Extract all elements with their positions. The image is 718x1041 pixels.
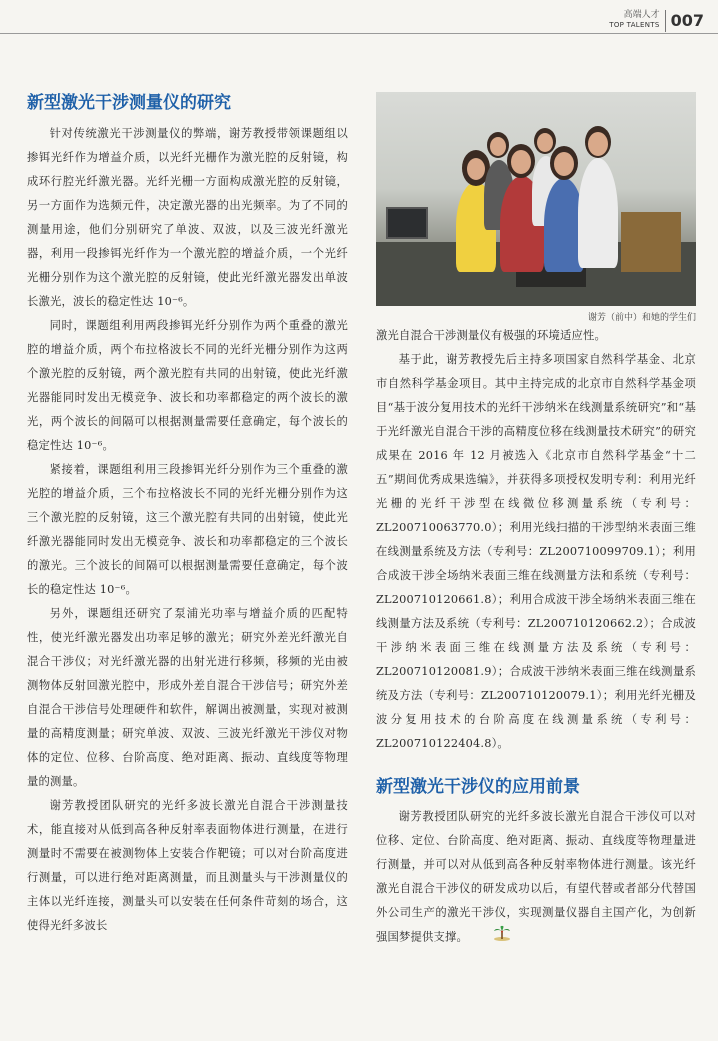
group-photo <box>376 92 696 306</box>
article-title: 新型激光干涉测量仪的研究 <box>27 93 231 113</box>
page-number: 007 <box>670 11 704 30</box>
section-label-en: TOP TALENTS <box>609 21 660 29</box>
person <box>578 158 618 268</box>
paragraph: 基于此，谢芳教授先后主持多项国家自然科学基金、北京市自然科学基金项目。其中主持完成的北京市自然科学基金项目“基于波分复用技术的光纤干涉纳米在线测量系统研究”和“基于光纤激光自混合干涉的高精度位移在线测量技术研究”的研究成果在 2016 年 12 月被选入《北京市自然科学基金“十二五”期间优秀成果选编》，并获得多项授权发明专利：利用光纤光栅的光纤干涉型在线微位移测量系统（专利号：ZL200710063770.0）；利用光线扫描的干涉型纳米表面三维在线测量系统及方法（专利号：ZL200710099709.1）；利用合成波干涉全场纳米表面三维在线测量方法和系统（专利号：ZL200710120661.8）；利用合成波干涉全场纳米表面三维在线测量方法及系统（专利号：ZL200710120662.2）；合成波干涉纳米表面三维在线测量方法及系统（专利号：ZL200710120081.9）；合成波干涉纳米表面三维在线测量系统及方法（专利号：ZL200710120079.1）；利用光纤光栅及波分复用技术的台阶高度在线测量系统（专利号：ZL200710122404.8）。 <box>376 353 696 750</box>
paragraph: 激光自混合干涉测量仪有极强的环境适应性。 <box>376 329 606 342</box>
paragraph: 同时，课题组利用两段掺铒光纤分别作为两个重叠的激光腔的增益介质，两个布拉格波长不同的光纤光栅分别作为这两个激光腔的反射镜，两个激光腔有共同的出射镜，使此光纤激光器能同时发出无模竞争、波长和功率都稳定的两个波长的激光，两个波长的间隔可以根据测量需要任意确定，每个波长的稳定性达 10⁻⁶。 <box>27 319 348 452</box>
palm-tree-icon <box>470 925 511 950</box>
paragraph: 谢芳教授团队研究的光纤多波长激光自混合干涉测量技术，能直接对从低到高各种反射率表面物体进行测量，在进行测量时不需要在被测物体上安装合作靶镜；可以对台阶高度进行测量，可以进行绝对距离测量，而且测量头与干涉测量仪的主体以光纤连接，测量头可以安装在任何条件苛刻的场合，这使得光纤多波长 <box>27 799 348 932</box>
person-face <box>537 133 553 152</box>
header-rule <box>0 33 718 34</box>
cabinet <box>621 212 681 272</box>
laptop <box>386 207 428 239</box>
section-title: 新型激光干涉仪的应用前景 <box>376 777 580 797</box>
person-face <box>511 150 531 174</box>
person-face <box>588 132 608 156</box>
person-face <box>490 137 506 156</box>
section-label-cn: 高端人才 <box>623 10 660 20</box>
right-column <box>376 92 696 950</box>
person-face <box>554 152 574 176</box>
paragraph: 针对传统激光干涉测量仪的弊端，谢芳教授带领课题组以掺铒光纤作为增益介质，以光纤光栅作为激光腔的反射镜，构成环行腔光纤激光器。光纤光栅一方面构成激光腔的反射镜，另一方面作为选频元件，决定激光器的出光频率。为了不同的测量用途，他们分别研究了单波、双波，以及三波光纤激光器，利用一段掺铒光纤作为一个激光腔的增益介质，一个光纤光栅分别作为这个激光腔的反射镜，使此光纤激光器发出单波长激光，波长的稳定性达 10⁻⁶。 <box>27 127 348 308</box>
paragraph: 另外，课题组还研究了泵浦光功率与增益介质的匹配特性，使光纤激光器发出功率足够的激光；研究外差光纤激光自混合干涉仪；对光纤激光器的出射光进行移频，移频的光由被测物体反射回激光腔中，形成外差自混合干涉信号；研究外差自混合干涉信号处理硬件和软件，解调出被测量，实现对被测量的高精度测量；研究单波、双波、三波光纤激光干涉仪对物体的定位、位移、台阶高度、绝对距离、振动、直线度等物理量的测量。 <box>27 607 348 788</box>
left-column <box>27 88 348 938</box>
photo-caption: 谢芳（前中）和她的学生们 <box>587 313 696 323</box>
paragraph: 紧接着，课题组利用三段掺铒光纤分别作为三个重叠的激光腔的增益介质，三个布拉格波长不同的光纤光栅分别作为这三个激光腔的反射镜，这三个激光腔有共同的出射镜，使此光纤激光器能同时发出无模竞争、波长和功率都稳定的三个波长的激光。三个波长的间隔可以根据测量需要任意确定，每个波长的稳定性达 10⁻⁶。 <box>27 463 348 596</box>
section-label <box>609 10 659 30</box>
header-divider <box>665 10 666 32</box>
page-header <box>609 10 704 32</box>
paragraph <box>376 805 696 950</box>
person-face <box>467 158 485 180</box>
paragraph-text: 谢芳教授团队研究的光纤多波长激光自混合干涉仪可以对位移、定位、台阶高度、绝对距离、振动、直线度等物理量进行测量，并可以对从低到高各种反射率物体进行测量。该光纤激光自混合干涉仪的研发成功以后，有望代替或者部分代替国外公司生产的激光干涉仪，实现测量仪器自主国产化，为创新强国梦提供支撑。 <box>376 810 696 944</box>
